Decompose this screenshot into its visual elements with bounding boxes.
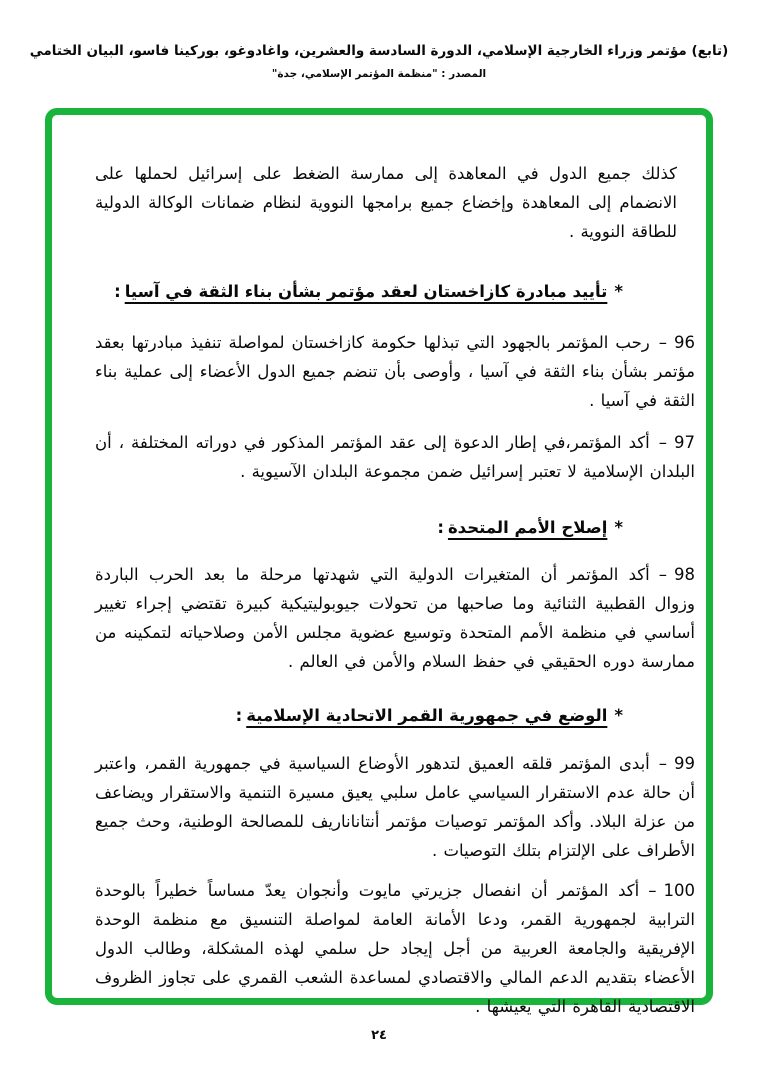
page-number: ٢٤ [371,1028,387,1043]
item-number [650,333,695,352]
dash-separator: – [658,565,667,584]
heading-colon: : [437,518,444,537]
item-text: أكد المؤتمر أن انفصال جزيرتي مايوت وأنجوان يعدّ مساساً خطيراً بالوحدة الترابية لجمهورية القمر، ودعا الأمانة العامة لمواصلة التنسيق مع منظمة الوحدة الإفريقية والجامعة العربية من أجل إيجاد حل سلمي لهذه المشكلة، وطالب الدول الأعضاء بتقديم الدعم المالي والاقتصادي لمساعدة الشعب القمري على تجاوز الظروف الاقتصادية القاهرة التي يعيشها . [95,881,695,1016]
header-source: المصدر : "منظمة المؤتمر الإسلامي، جدة" [271,68,487,80]
asterisk-marker-icon: * [614,282,623,301]
item-number-value: 98 [674,565,695,584]
dash-separator: – [658,433,667,452]
document-header [0,0,758,81]
numbered-paragraph-99 [95,749,695,865]
item-number [650,433,695,452]
heading-colon: : [114,282,121,301]
green-border-frame [45,108,713,1016]
heading-text: الوضع في جمهورية القمر الاتحادية الإسلامية [246,706,608,725]
item-text: أبدى المؤتمر قلقه العميق لتدهور الأوضاع السياسية في جمهورية القمر، واعتبر أن حالة عدم الاستقرار السياسي عامل سلبي يعيق مسيرة التنمية والاستقرار ويضاعف من عزلة البلاد. وأكد المؤتمر توصيات مؤتمر أنتاناناريف للمصالحة الوطنية، وحث جميع الأطراف على الإلتزام بتلك التوصيات . [95,754,695,860]
dash-separator: – [648,881,657,900]
heading-text: تأييد مبادرة كازاخستان لعقد مؤتمر بشأن بناء الثقة في آسيا [124,282,608,301]
asterisk-marker-icon: * [614,518,623,537]
item-text: رحب المؤتمر بالجهود التي تبذلها حكومة كازاخستان لمواصلة تنفيذ مبادرتها بعقد مؤتمر بشأن بناء الثقة في آسيا ، وأوصى بأن تنضم جميع الدول الأعضاء إلى عملية بناء الثقة في آسيا . [95,333,695,410]
item-number-value: 96 [674,333,695,352]
item-number-value: 97 [674,433,695,452]
numbered-paragraph-98 [95,560,695,676]
asterisk-marker-icon: * [614,706,623,725]
numbered-paragraph-100 [95,876,695,1021]
section-heading-kazakhstan-initiative [95,280,695,304]
section-heading-un-reform [95,516,695,540]
dash-separator: – [658,754,667,773]
intro-paragraph: كذلك جميع الدول في المعاهدة إلى ممارسة الضغط على إسرائيل لحملها على الانضمام إلى المعاهدة وإخضاع جميع برامجها النووية لنظام ضمانات الوكالة الدولية للطاقة النووية . [95,164,677,241]
item-number [639,881,695,900]
item-number-value: 100 [663,881,695,900]
section-heading-comoros-situation [95,704,695,728]
heading-colon: : [235,706,243,725]
heading-text: إصلاح الأمم المتحدة [447,518,608,537]
item-text: أكد المؤتمر أن المتغيرات الدولية التي شهدتها مرحلة ما بعد الحرب الباردة وزوال القطبية الثنائية وما صاحبها من تحولات جيوبوليتيكية كبيرة تقتضي إجراء تغيير أساسي في منظمة الأمم المتحدة وتوسيع عضوية مجلس الأمن وصلاحياته لتمكينه من ممارسة دوره الحقيقي في حفظ السلام والأمن في العالم . [95,565,695,671]
header-title: (تابع) مؤتمر وزراء الخارجية الإسلامي، الدورة السادسة والعشرين، واغادوغو، بوركينا فاسو، البيان الختامي [29,43,729,59]
item-number-value: 99 [674,754,695,773]
item-number [650,565,695,584]
dash-separator: – [658,333,667,352]
numbered-paragraph-97 [95,428,695,486]
item-number [650,754,695,773]
item-text: أكد المؤتمر،في إطار الدعوة إلى عقد المؤتمر المذكور في دوراته المختلفة ، أن البلدان الإسلامية لا تعتبر إسرائيل ضمن مجموعة البلدان الآسيوية . [95,433,695,481]
numbered-paragraph-96 [95,328,695,415]
